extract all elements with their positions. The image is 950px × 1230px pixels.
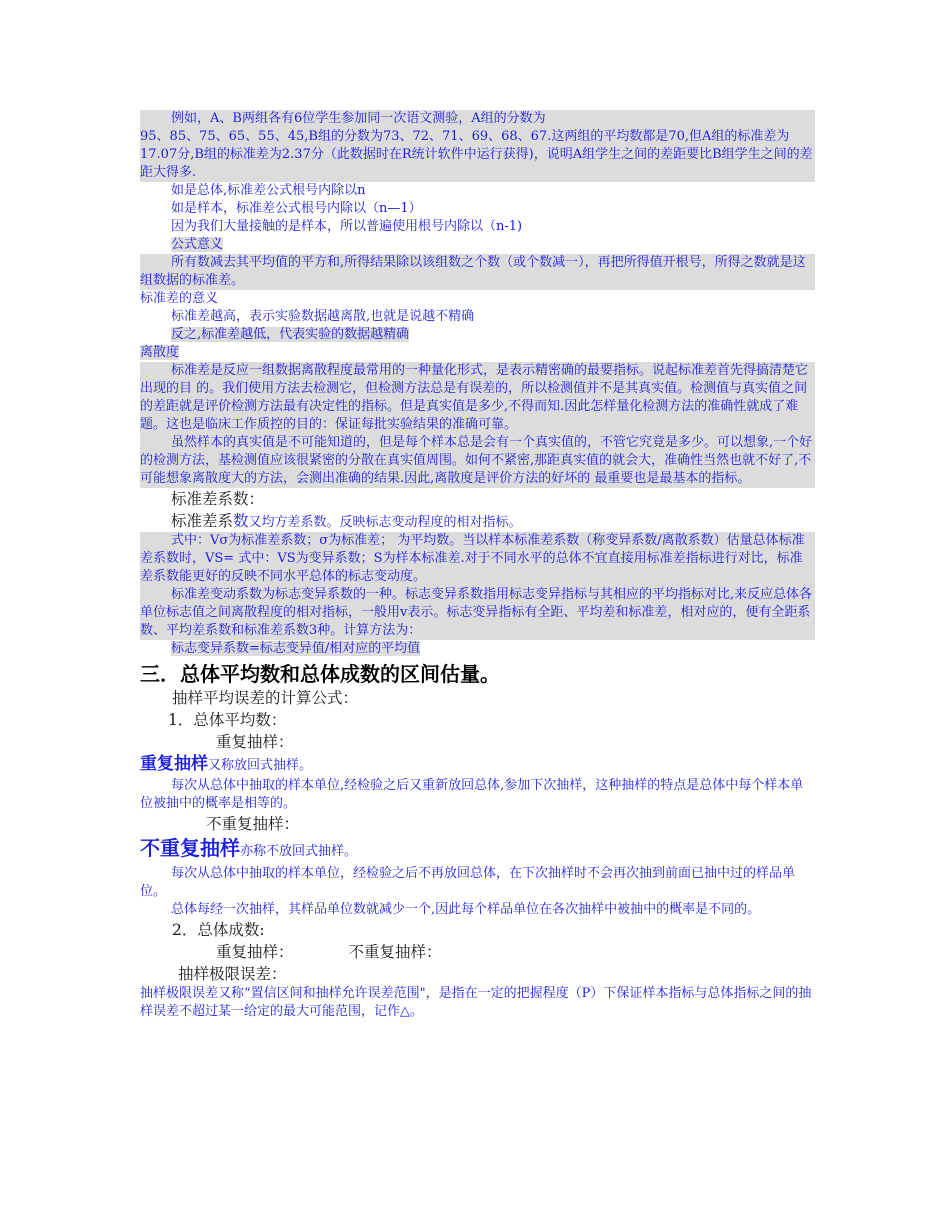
- paragraph-example-intro: 例如，A、B两组各有6位学生参加同一次语文测验，A组的分数为: [140, 110, 815, 128]
- heading-with-replacement: 重复抽样：: [216, 733, 294, 751]
- paragraph-population-formula: 如是总体,标准差公式根号内除以n: [171, 183, 366, 198]
- heading-std-coefficient: 标准差系数：: [171, 490, 265, 508]
- heading-population-proportion: 2．总体成数:: [172, 921, 265, 939]
- heading-std-meaning: 标准差的意义: [140, 291, 219, 306]
- paragraph-std-high: 标准差越高，表示实验数据越离散,也就是说越不精确: [171, 309, 475, 324]
- section-heading-interval-estimation: 三．总体平均数和总体成数的区间估量。: [140, 662, 500, 686]
- document-body: [140, 110, 815, 1021]
- heading-formula-meaning: 公式意义: [171, 237, 224, 252]
- paragraph-formula-meaning: 所有数减去其平均值的平方和,所得结果除以该组数之个数（或个数减一），再把所得值开根号，所得之数就是这组数据的标准差。: [140, 254, 815, 290]
- paragraph-sample-formula: 如是样本，标准差公式根号内除以（n—1）: [171, 201, 422, 216]
- paragraph-dispersion-1: 标准差是反应一组数据离散程度最常用的一种量化形式，是表示精密确的最要指标。说起标准差首先得搞清楚它出现的目 的。我们使用方法去检测它，但检测方法总是有误差的，所以检测值并不是其真实值。检测值与真实值之间的差距就是评价检测方法最有决定性的指标。但是真实值是多少,不得而知.因此怎样量化检测方法的准确性就成了难题。这也是临床工作质控的目的：保证每批实验结果的准确可靠。: [140, 362, 815, 434]
- paragraph-std-coefficient-def: 标准差系数又均方差系数。反映标志变动程度的相对指标。: [171, 512, 522, 530]
- paragraph-sample-reason: 因为我们大量接触的是样本，所以普遍使用根号内除以（n-1): [171, 219, 523, 234]
- paragraph-variation-coefficient: 标准差变动系数为标志变异系数的一种。标志变异系数指用标志变异指标与其相应的平均指标对比,来反应总体各单位标志值之间离散程度的相对指标，一般用v表示。标志变异指标有全距、平均差和标准差，相对应的，便有全距系数、平均差系数和标准差系数3种。计算方法为：: [140, 586, 815, 640]
- heading-sampling-limit-error: 抽样极限误差：: [178, 965, 287, 983]
- heading-without-replacement: 不重复抽样：: [206, 815, 300, 833]
- paragraph-std-coefficient-formula: 式中：Vσ为标准差系数；σ为标准差； 为平均数。当以样本标准差系数（称变异系数/离散系数）估量总体标准差系数时，VS= 式中：VS为变异系数；S为样本标准差.对于不同水平的总体不宜直接用标准差指标进行对比，标准差系数能更好的反映不同水平总体的标志变动度。: [140, 532, 815, 586]
- heading-population-mean: 1．总体平均数：: [168, 711, 287, 729]
- paragraph-example-detail: 95、85、75、65、55、45,B组的分数为73、72、71、69、68、67.这两组的平均数都是70,但A组的标准差为17.07分,B组的标准差为2.37分（此数据时在R统计软件中运行获得)，说明A组学生之间的差距要比B组学生之间的差距大得多.: [140, 128, 815, 182]
- paragraph-sampling-limit-error: 抽样极限误差又称“置信区间和抽样允许误差范围"，是指在一定的把握程度（P）下保证样本指标与总体指标之间的抽样误差不超过某一给定的最大可能范围，记作△。: [140, 986, 812, 1019]
- paragraph-std-low: 反之,标准差越低，代表实验的数据越精确: [171, 327, 410, 342]
- paragraph-variation-formula: 标志变异系数=标志变异值/相对应的平均值: [171, 641, 421, 656]
- heading-sampling-error-formula: 抽样平均误差的计算公式：: [172, 689, 359, 707]
- paragraph-without-replacement-def: 不重复抽样亦称不放回式抽样。: [140, 836, 358, 860]
- heading-dispersion: 离散度: [140, 345, 180, 360]
- paragraph-without-replacement-probability: 总体每经一次抽样，其样品单位数就减少一个,因此每个样品单位在各次抽样中被抽中的概率是不同的。: [171, 902, 761, 917]
- paragraph-dispersion-2: 虽然样本的真实值是不可能知道的，但是每个样本总是会有一个真实值的，不管它究竟是多少。可以想象,一个好的检测方法，基检测值应该很紧密的分散在真实值周围。如何不紧密,那距真实值的就会大，准确性当然也就不好了,不可能想象离散度大的方法，会测出准确的结果.因此,离散度是评价方法的好坏的 最重要也是最基本的指标。: [140, 434, 815, 488]
- heading-proportion-methods: 重复抽样： 不重复抽样：: [216, 943, 442, 961]
- paragraph-with-replacement-def: 重复抽样又称放回式抽样。: [140, 754, 313, 774]
- paragraph-without-replacement-detail: 每次从总体中抽取的样本单位，经检验之后不再放回总体，在下次抽样时不会再次抽到前面已抽中过的样品单位。: [140, 866, 796, 899]
- paragraph-with-replacement-detail: 每次从总体中抽取的样本单位,经检验之后又重新放回总体,参加下次抽样，这种抽样的特点是总体中每个样本单位被抽中的概率是相等的。: [140, 778, 804, 811]
